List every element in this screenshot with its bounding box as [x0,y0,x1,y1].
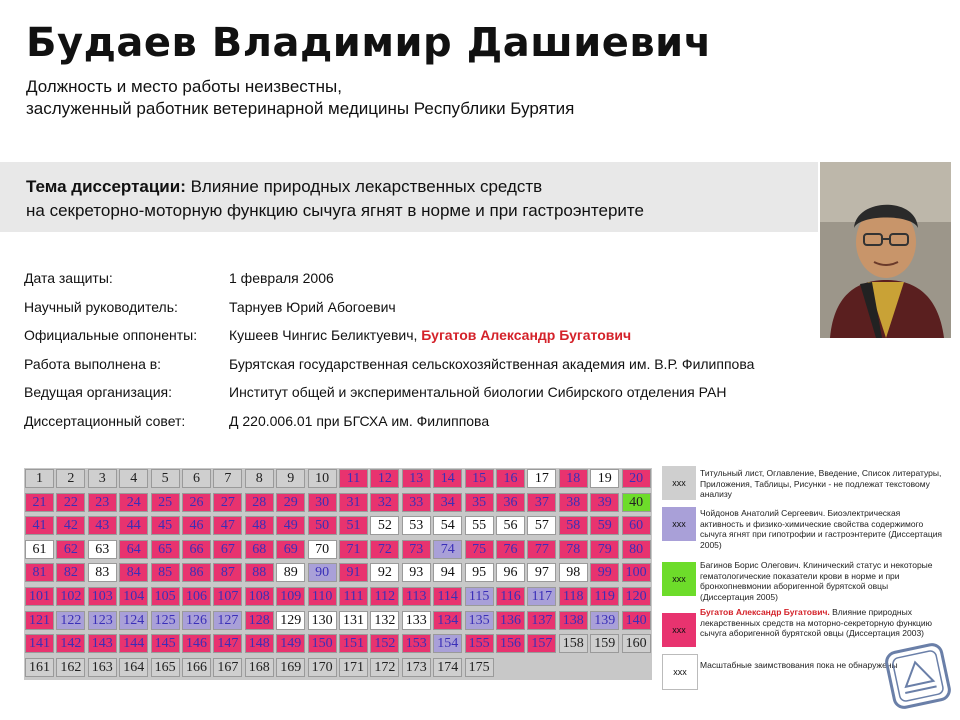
topic-text-1: Влияние природных лекарственных средств [185,177,543,196]
page-cell: 143 [88,634,117,653]
page-cell: 86 [182,563,211,582]
page-cell: 138 [559,611,588,630]
page-cell: 96 [496,563,525,582]
person-name: Будаев Владимир Дашиевич [26,20,712,66]
page-cell: 76 [496,540,525,559]
page-cell: 43 [88,516,117,535]
page-cell: 115 [465,587,494,606]
page-cell: 50 [308,516,337,535]
page-cell: 171 [339,658,368,677]
page-cell: 92 [370,563,399,582]
page-cell: 151 [339,634,368,653]
page-cell: 73 [402,540,431,559]
page-cell: 89 [276,563,305,582]
page-cell: 101 [25,587,54,606]
legend-text: Влияние природных лекарственных средств на моторно-секреторную функцию сычуга аборигенной бурятской овцы (Диссертация 2003) [700,607,932,638]
page-cell: 8 [245,469,274,488]
page-cell: 49 [276,516,305,535]
page-cell: 33 [402,493,431,512]
page-cell: 170 [308,658,337,677]
legend-text-group [700,607,944,639]
info-label: Дата защиты: [24,270,113,286]
page-cell: 51 [339,516,368,535]
page-cell: 46 [182,516,211,535]
person-subtitle [26,76,574,120]
page-cell: 70 [308,540,337,559]
page-cell: 39 [590,493,619,512]
page-cell: 136 [496,611,525,630]
page-cell: 157 [527,634,556,653]
page-cell: 81 [25,563,54,582]
info-value-highlight: Бугатов Александр Бугатович [421,327,632,344]
person-photo [820,162,951,338]
legend-text: Масштабные заимствования пока не обнаружены [700,660,898,670]
info-label: Диссертационный совет: [24,412,186,429]
page-cell: 88 [245,563,274,582]
page-cell: 59 [590,516,619,535]
page-cell: 107 [213,587,242,606]
page-cell: 62 [56,540,85,559]
legend-swatch: xxx [662,654,698,690]
topic-text-2: на секреторно-моторную функцию сычуга ягнят в норме и при гастроэнтерите [26,201,644,220]
page-cell: 140 [622,611,651,630]
page-cell: 172 [370,658,399,677]
page-cell: 9 [276,469,305,488]
page-cell: 67 [213,540,242,559]
page-cell: 26 [182,493,211,512]
page-cell: 22 [56,493,85,512]
page-cell: 132 [370,611,399,630]
page-cell: 13 [402,469,431,488]
page-cell: 15 [465,469,494,488]
page-cell: 150 [308,634,337,653]
page-cell: 63 [88,540,117,559]
page-cell: 102 [56,587,85,606]
page-cell: 114 [433,587,462,606]
page-cell: 106 [182,587,211,606]
page-cell: 169 [276,658,305,677]
info-label: Научный руководитель: [24,298,178,315]
page-cell: 34 [433,493,462,512]
page-cell: 55 [465,516,494,535]
page-cell: 155 [465,634,494,653]
page-cell: 113 [402,587,431,606]
page-cell: 128 [245,611,274,630]
info-value: Д 220.006.01 при БГСХА им. Филиппова [229,412,490,429]
legend-text-bold: Бугатов Александр Бугатович. [700,607,830,617]
page-cell: 11 [339,469,368,488]
page-cell: 19 [590,469,619,488]
page-cell: 57 [527,516,556,535]
page-cell: 84 [119,563,148,582]
page-cell: 144 [119,634,148,653]
page-cell: 31 [339,493,368,512]
page-cell: 52 [370,516,399,535]
page-cell: 126 [182,611,211,630]
page-cell: 160 [622,634,651,653]
page-cell: 122 [56,611,85,630]
page-cell: 75 [465,540,494,559]
page-cell: 83 [88,563,117,582]
page-cell: 80 [622,540,651,559]
page-cell: 159 [590,634,619,653]
page-cell: 166 [182,658,211,677]
page-cell: 58 [559,516,588,535]
page-cell: 98 [559,563,588,582]
page-cell: 29 [276,493,305,512]
page-cell: 4 [119,469,148,488]
page-cell: 142 [56,634,85,653]
page-cell: 161 [25,658,54,677]
page-cell: 134 [433,611,462,630]
page-cell: 124 [119,611,148,630]
page-cell: 121 [25,611,54,630]
page-cell: 68 [245,540,274,559]
page-cell: 35 [465,493,494,512]
page-cell: 41 [25,516,54,535]
page-cell: 110 [308,587,337,606]
page-cell: 108 [245,587,274,606]
page-cell: 105 [151,587,180,606]
page-cell: 156 [496,634,525,653]
page-cell: 79 [590,540,619,559]
page-cell: 72 [370,540,399,559]
page-cell: 20 [622,469,651,488]
page-cell: 153 [402,634,431,653]
page-cell: 99 [590,563,619,582]
page-cell: 21 [25,493,54,512]
page-cell: 10 [308,469,337,488]
page-cell: 16 [496,469,525,488]
subtitle-line-2: заслуженный работник ветеринарной медицины Республики Бурятия [26,99,575,118]
info-value: 1 февраля 2006 [229,270,334,286]
page-grid [24,468,652,680]
page-cell: 44 [119,516,148,535]
page-cell: 130 [308,611,337,630]
page-cell: 118 [559,587,588,606]
page-cell: 120 [622,587,651,606]
page-cell: 87 [213,563,242,582]
info-label: Официальные оппоненты: [24,327,198,344]
page-cell: 111 [339,587,368,606]
portrait-image [820,162,951,338]
info-label: Работа выполнена в: [24,355,162,372]
page-cell: 42 [56,516,85,535]
page-cell: 5 [151,469,180,488]
info-value: Тарнуев Юрий Абогоевич [229,298,396,315]
page-cell: 37 [527,493,556,512]
page-cell: 167 [213,658,242,677]
page-cell: 145 [151,634,180,653]
page-cell: 137 [527,611,556,630]
legend-text: Багинов Борис Олегович. Клинический статус и некоторые гематологические показатели крови в норме и при бронхопневмонии аборигенной бурятской овцы (Диссертация 2005) [700,560,933,602]
page-cell: 27 [213,493,242,512]
page-cell: 103 [88,587,117,606]
legend-text: Титульный лист, Оглавление, Введение, Список литературы, Приложения, Таблицы, Рисунки - не подлежат текстовому анализу [700,468,942,499]
page-cell: 78 [559,540,588,559]
page-cell: 54 [433,516,462,535]
page-cell: 135 [465,611,494,630]
page-cell: 173 [402,658,431,677]
page-cell: 119 [590,587,619,606]
page-cell: 48 [245,516,274,535]
page-cell: 141 [25,634,54,653]
page-cell: 125 [151,611,180,630]
page-cell: 94 [433,563,462,582]
page-cell: 117 [527,587,556,606]
page-cell: 38 [559,493,588,512]
page-cell: 53 [402,516,431,535]
page-cell: 7 [213,469,242,488]
legend-swatch: xxx [662,466,696,500]
page-cell: 93 [402,563,431,582]
info-value: Бурятская государственная сельскохозяйственная академия им. В.Р. Филиппова [229,355,755,372]
page-cell: 90 [308,563,337,582]
page-cell: 91 [339,563,368,582]
page-cell: 109 [276,587,305,606]
stamp-logo [882,640,954,712]
page-cell: 129 [276,611,305,630]
page-cell: 2 [56,469,85,488]
page-cell: 133 [402,611,431,630]
page-cell: 74 [433,540,462,559]
page-cell: 61 [25,540,54,559]
page-cell: 174 [433,658,462,677]
page-cell: 71 [339,540,368,559]
page-cell: 77 [527,540,556,559]
page-cell: 162 [56,658,85,677]
page-cell: 175 [465,658,494,677]
page-cell: 154 [433,634,462,653]
page-cell: 60 [622,516,651,535]
page-cell: 30 [308,493,337,512]
page-cell: 3 [88,469,117,488]
info-label: Ведущая организация: [24,384,172,401]
page-cell: 64 [119,540,148,559]
legend-swatch: xxx [662,562,696,596]
page-cell: 25 [151,493,180,512]
page-cell: 139 [590,611,619,630]
page-cell: 23 [88,493,117,512]
page-cell: 17 [527,469,556,488]
page-cell: 24 [119,493,148,512]
page-cell: 32 [370,493,399,512]
page-cell: 149 [276,634,305,653]
page-cell: 165 [151,658,180,677]
page-cell: 6 [182,469,211,488]
page-cell: 146 [182,634,211,653]
legend-swatch: xxx [662,613,696,647]
page-cell: 45 [151,516,180,535]
page-cell: 148 [245,634,274,653]
page-cell: 69 [276,540,305,559]
page-cell: 82 [56,563,85,582]
legend-swatch: xxx [662,507,696,541]
page-cell: 131 [339,611,368,630]
page-cell: 85 [151,563,180,582]
page-cell: 65 [151,540,180,559]
page-cell: 56 [496,516,525,535]
page-cell: 66 [182,540,211,559]
info-value: Кушеев Чингис Беликтуевич, [229,327,422,344]
page-cell: 104 [119,587,148,606]
page-cell: 1 [25,469,54,488]
page-cell: 152 [370,634,399,653]
page-cell: 95 [465,563,494,582]
page-cell: 12 [370,469,399,488]
page-cell: 18 [559,469,588,488]
page-cell: 127 [213,611,242,630]
info-value: Институт общей и экспериментальной биологии Сибирского отделения РАН [229,384,727,401]
page-cell: 123 [88,611,117,630]
page-cell: 97 [527,563,556,582]
page-cell: 112 [370,587,399,606]
page-cell: 158 [559,634,588,653]
page-cell: 47 [213,516,242,535]
subtitle-line-1: Должность и место работы неизвестны, [26,77,342,96]
topic-label: Тема диссертации: [26,177,186,196]
stamp-icon [882,640,954,712]
page-cell: 28 [245,493,274,512]
dissertation-topic [26,175,806,223]
page-cell: 100 [622,563,651,582]
page-cell: 116 [496,587,525,606]
page-cell: 36 [496,493,525,512]
page-cell: 164 [119,658,148,677]
page-cell: 163 [88,658,117,677]
info-value-group [229,327,631,343]
legend-text: Чойдонов Анатолий Сергеевич. Биоэлектрическая активность и физико-химические свойства содержимого сычуга ягнят при гипотрофии и гастроэнтерите (Диссертация 2005) [700,508,943,550]
page-cell: 168 [245,658,274,677]
page-cell: 40 [622,493,651,512]
page-cell: 14 [433,469,462,488]
page-cell: 147 [213,634,242,653]
